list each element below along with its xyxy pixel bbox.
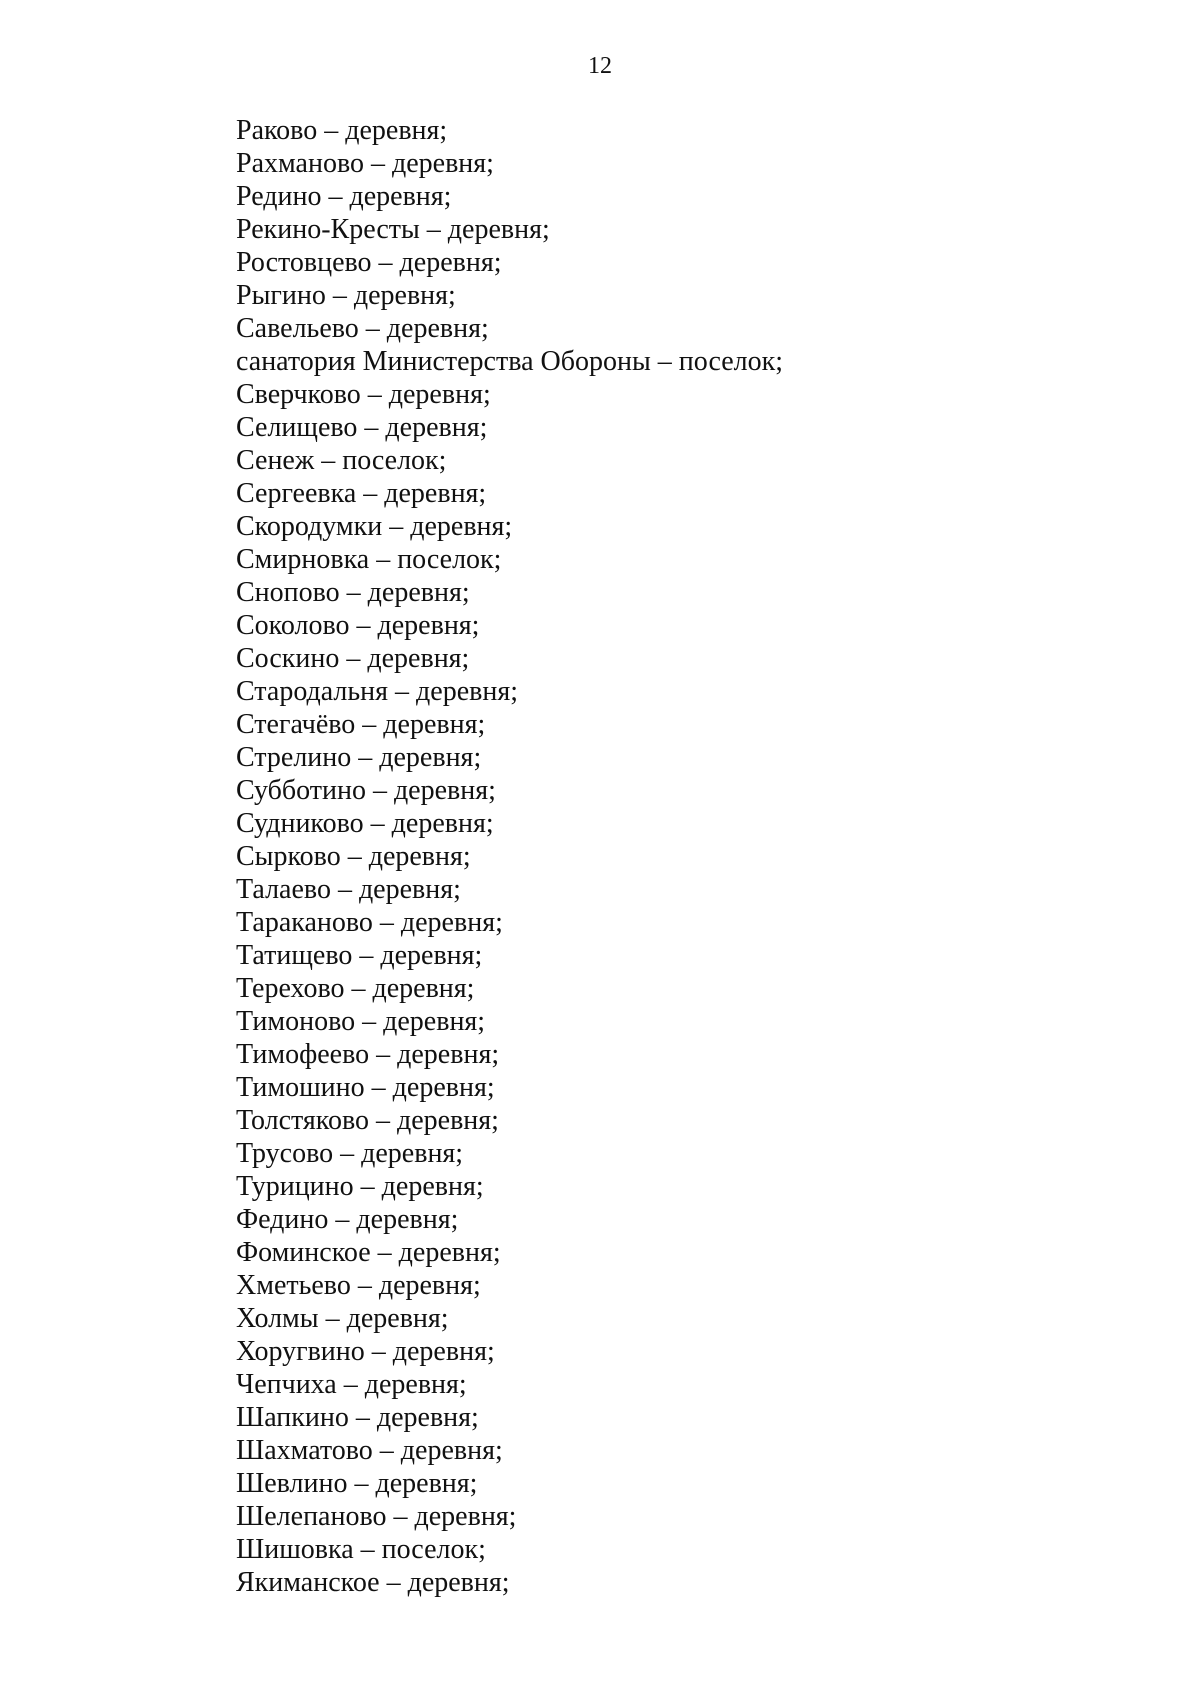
list-item: Сенеж – поселок;	[236, 445, 447, 476]
list-item: Субботино – деревня;	[236, 775, 496, 806]
list-item: Шахматово – деревня;	[236, 1435, 503, 1466]
list-item: Тараканово – деревня;	[236, 907, 503, 938]
list-item: Хоругвино – деревня;	[236, 1336, 495, 1367]
list-item: Шапкино – деревня;	[236, 1402, 479, 1433]
list-item: Холмы – деревня;	[236, 1303, 449, 1334]
list-item: Стрелино – деревня;	[236, 742, 482, 773]
list-item: Шишовка – поселок;	[236, 1534, 486, 1565]
list-item: Сверчково – деревня;	[236, 379, 491, 410]
list-item: Соколово – деревня;	[236, 610, 480, 641]
list-item: Шевлино – деревня;	[236, 1468, 478, 1499]
list-item: Чепчиха – деревня;	[236, 1369, 467, 1400]
list-item: Фоминское – деревня;	[236, 1237, 501, 1268]
list-item: Снопово – деревня;	[236, 577, 470, 608]
list-item: Рахманово – деревня;	[236, 148, 494, 179]
list-item: Стегачёво – деревня;	[236, 709, 486, 740]
list-item: Судниково – деревня;	[236, 808, 494, 839]
page-number: 12	[588, 53, 612, 79]
list-item: Тимофеево – деревня;	[236, 1039, 500, 1070]
list-item: Татищево – деревня;	[236, 940, 483, 971]
list-item: Сергеевка – деревня;	[236, 478, 487, 509]
list-item: Трусово – деревня;	[236, 1138, 464, 1169]
settlement-list	[236, 114, 783, 1599]
list-item: Шелепаново – деревня;	[236, 1501, 517, 1532]
list-item: Терехово – деревня;	[236, 973, 475, 1004]
list-item: Сырково – деревня;	[236, 841, 471, 872]
list-item: Рекино-Кресты – деревня;	[236, 214, 550, 245]
list-item: Соскино – деревня;	[236, 643, 470, 674]
list-item: Талаево – деревня;	[236, 874, 461, 905]
list-item: санатория Министерства Обороны – поселок;	[236, 346, 783, 377]
list-item: Хметьево – деревня;	[236, 1270, 481, 1301]
list-item: Федино – деревня;	[236, 1204, 459, 1235]
list-item: Рыгино – деревня;	[236, 280, 456, 311]
list-item: Селищево – деревня;	[236, 412, 488, 443]
list-item: Скородумки – деревня;	[236, 511, 513, 542]
list-item: Турицино – деревня;	[236, 1171, 484, 1202]
list-item: Тимоново – деревня;	[236, 1006, 486, 1037]
list-item: Раково – деревня;	[236, 115, 448, 146]
list-item: Смирновка – поселок;	[236, 544, 502, 575]
list-item: Тимошино – деревня;	[236, 1072, 495, 1103]
list-item: Стародальня – деревня;	[236, 676, 518, 707]
list-item: Ростовцево – деревня;	[236, 247, 502, 278]
list-item: Савельево – деревня;	[236, 313, 489, 344]
list-item: Редино – деревня;	[236, 181, 452, 212]
list-item: Толстяково – деревня;	[236, 1105, 499, 1136]
list-item: Якиманское – деревня;	[236, 1567, 510, 1598]
